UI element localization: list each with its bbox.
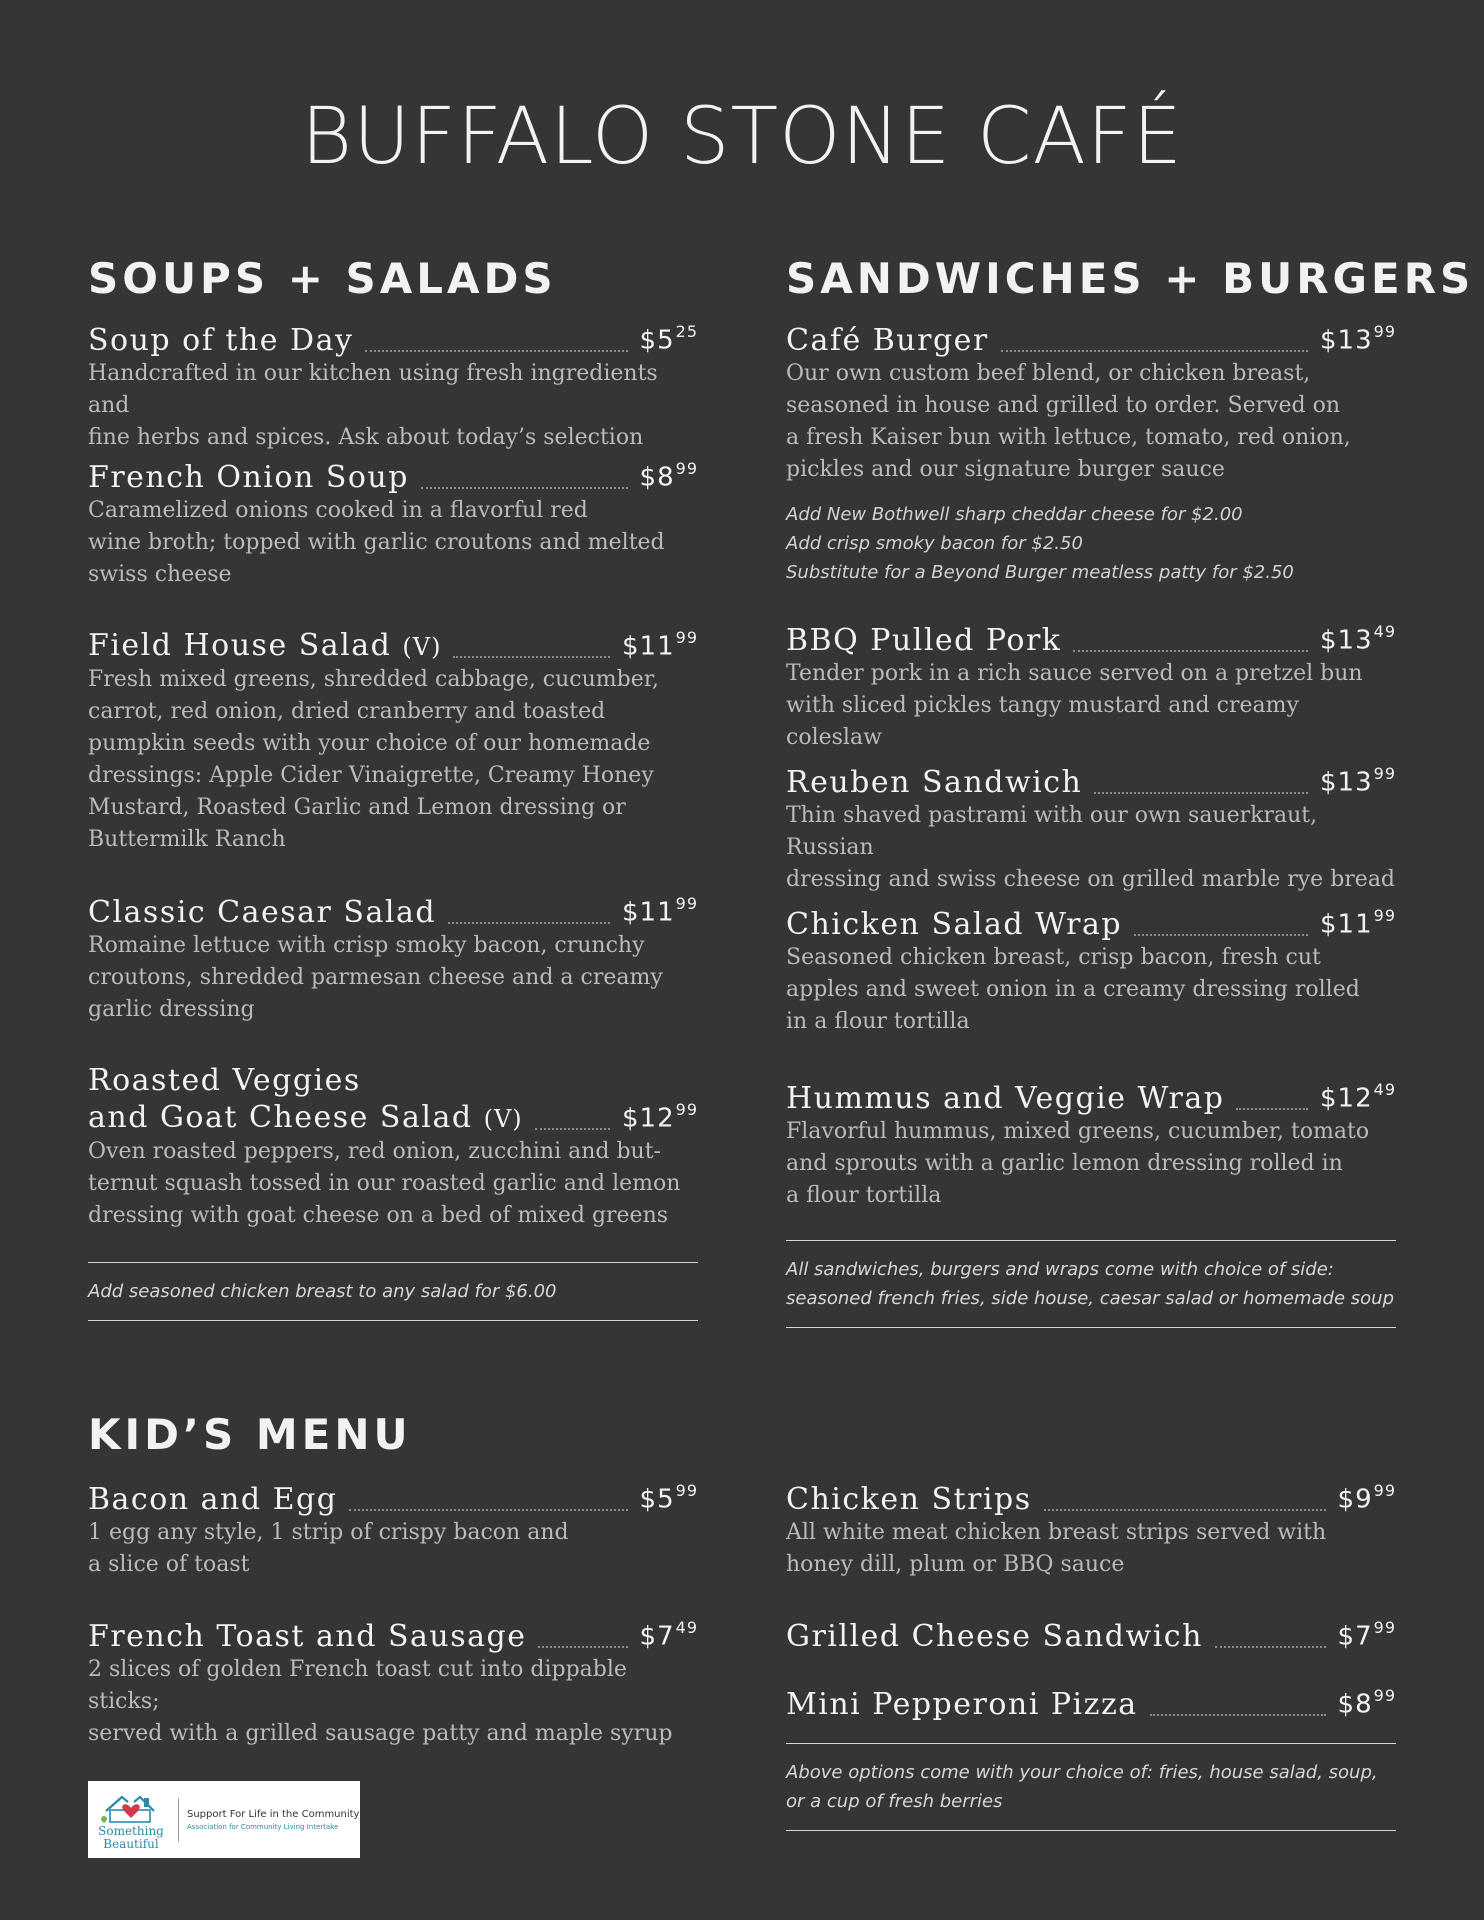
dotted-leader — [1001, 350, 1308, 352]
dotted-leader — [538, 1646, 627, 1648]
logo-divider — [178, 1798, 179, 1842]
menu-item-soup-of-the-day — [88, 322, 698, 454]
item-price: $\$7^{99}$ — [1337, 1618, 1396, 1652]
item-price: $\$8^{99}$ — [1337, 1686, 1396, 1720]
item-price: $\$9^{99}$ — [1337, 1481, 1396, 1515]
item-name: Mini Pepperoni Pizza — [786, 1687, 1138, 1722]
menu-item-bacon-and-egg — [88, 1481, 698, 1581]
item-name: BBQ Pulled Pork — [786, 623, 1062, 658]
item-description: Flavorful hummus, mixed greens, cucumber, tomato and sprouts with a garlic lemon dressing rolled in a flour tortilla — [786, 1119, 1370, 1208]
section-heading-sandwiches-burgers: SANDWICHES + BURGERS — [786, 254, 1475, 303]
addon-line: Add New Bothwell sharp cheddar cheese for $2.00 — [786, 504, 1243, 525]
menu-item-roasted-veggies-goat-cheese-salad — [88, 1062, 698, 1232]
dotted-leader — [453, 656, 610, 658]
item-description: Caramelized onions cooked in a flavorful red wine broth; topped with garlic croutons and melted swiss cheese — [88, 498, 665, 587]
item-price: $\$5^{25}$ — [639, 322, 698, 356]
item-price: $\$8^{99}$ — [639, 459, 698, 493]
section-heading-soups-salads: SOUPS + SALADS — [88, 254, 557, 303]
logo-brand: Something Beautiful — [98, 1824, 164, 1851]
item-price: $\$7^{49}$ — [639, 1618, 698, 1652]
item-price: $\$13^{99}$ — [1320, 764, 1396, 798]
item-name: Grilled Cheese Sandwich — [786, 1619, 1203, 1654]
dotted-leader — [421, 487, 628, 489]
item-description: Tender pork in a rich sauce served on a pretzel bun with sliced pickles tangy mustard and creamy coleslaw — [786, 661, 1363, 750]
item-price: $\$11^{99}$ — [622, 894, 698, 928]
item-description: 1 egg any style, 1 strip of crispy bacon and a slice of toast — [88, 1520, 569, 1577]
addon-line: Substitute for a Beyond Burger meatless patty for $2.50 — [786, 562, 1294, 583]
dotted-leader — [349, 1509, 627, 1511]
dotted-leader — [1094, 792, 1308, 794]
logo-org: Association for Community Living Intertake — [187, 1822, 339, 1831]
menu-item-mini-pepperoni-pizza — [786, 1686, 1396, 1724]
item-name: Soup of the Day — [88, 323, 354, 358]
item-name: Field House Salad (V) — [88, 628, 442, 663]
item-description: Thin shaved pastrami with our own sauerkraut, Russian dressing and swiss cheese on grilled marble rye bread — [786, 803, 1396, 892]
item-description: All white meat chicken breast strips served with honey dill, plum or BBQ sauce — [786, 1520, 1327, 1577]
item-price: $\$13^{99}$ — [1320, 322, 1396, 356]
menu-item-french-onion-soup — [88, 459, 698, 591]
item-price: $\$13^{49}$ — [1320, 622, 1396, 656]
item-name: Chicken Salad Wrap — [786, 907, 1123, 942]
item-description: Our own custom beef blend, or chicken breast, seasoned in house and grilled to order. Served on a fresh Kaiser bun with lettuce, tomato, red onion, pickles and our signature burger sauce — [786, 361, 1351, 482]
logo-tagline: Support For Life in the Community — [187, 1808, 360, 1820]
menu-item-chicken-salad-wrap — [786, 906, 1396, 1038]
item-description: Romaine lettuce with crisp smoky bacon, crunchy croutons, shredded parmesan cheese and a creamy garlic dressing — [88, 933, 663, 1022]
item-name: Café Burger — [786, 323, 989, 358]
section-heading-kids-menu: KID’S MENU — [88, 1410, 412, 1459]
menu-item-hummus-veggie-wrap — [786, 1080, 1396, 1212]
item-description: Seasoned chicken breast, crisp bacon, fresh cut apples and sweet onion in a creamy dressing rolled in a flour tortilla — [786, 945, 1360, 1034]
kids-sides-note: Above options come with your choice of: fries, house salad, soup, or a cup of fresh berries — [786, 1743, 1396, 1831]
item-name: Reuben Sandwich — [786, 765, 1083, 800]
dotted-leader — [535, 1128, 610, 1130]
house-heart-icon — [88, 1781, 174, 1858]
item-name: and Goat Cheese Salad (V) — [88, 1100, 523, 1135]
item-price: $\$11^{99}$ — [1320, 906, 1396, 940]
item-description: Handcrafted in our kitchen using fresh ingredients and fine herbs and spices. Ask about today’s selection — [88, 361, 658, 450]
vegetarian-marker: (V) — [483, 1105, 523, 1133]
item-name: Bacon and Egg — [88, 1482, 338, 1517]
menu-item-chicken-strips — [786, 1481, 1396, 1581]
dotted-leader — [1073, 650, 1308, 652]
sandwich-sides-note: All sandwiches, burgers and wraps come with choice of side: seasoned french fries, side house, caesar salad or homemade soup — [786, 1240, 1396, 1328]
item-description: Oven roasted peppers, red onion, zucchini and but- ternut squash tossed in our roasted garlic and lemon dressing with goat cheese on a bed of mixed greens — [88, 1139, 681, 1228]
dotted-leader — [1236, 1108, 1308, 1110]
item-price: $\$11^{99}$ — [622, 628, 698, 662]
burger-addons — [786, 500, 1396, 587]
sponsor-logo — [88, 1781, 360, 1858]
item-name: Chicken Strips — [786, 1482, 1032, 1517]
dotted-leader — [365, 350, 627, 352]
dotted-leader — [1134, 934, 1308, 936]
menu-item-french-toast-sausage — [88, 1618, 698, 1750]
addon-line: Add crisp smoky bacon for $2.50 — [786, 533, 1083, 554]
item-price: $\$5^{99}$ — [639, 1481, 698, 1515]
dotted-leader — [1044, 1509, 1326, 1511]
item-name: Hummus and Veggie Wrap — [786, 1081, 1225, 1116]
menu-item-classic-caesar-salad — [88, 894, 698, 1026]
item-name: French Onion Soup — [88, 460, 409, 495]
dotted-leader — [1215, 1646, 1326, 1648]
dotted-leader — [1150, 1714, 1326, 1716]
dotted-leader — [448, 922, 610, 924]
item-name-line1: Roasted Veggies — [88, 1063, 361, 1098]
item-price: $\$12^{99}$ — [622, 1100, 698, 1134]
menu-item-field-house-salad — [88, 628, 698, 856]
item-description: 2 slices of golden French toast cut into dippable sticks; served with a grilled sausage patty and maple syrup — [88, 1657, 673, 1746]
item-name: French Toast and Sausage — [88, 1619, 527, 1654]
item-description: Fresh mixed greens, shredded cabbage, cucumber, carrot, red onion, dried cranberry and toasted pumpkin seeds with your choice of our homemade dressings: Apple Cider Vinaigrette, Creamy Honey Mustard, Roasted Garlic and Lemon dressing or Buttermilk Ranch — [88, 667, 659, 852]
menu-item-cafe-burger — [786, 322, 1396, 587]
item-name: Classic Caesar Salad — [88, 895, 437, 930]
menu-item-bbq-pulled-pork — [786, 622, 1396, 754]
salad-note: Add seasoned chicken breast to any salad for $6.00 — [88, 1262, 698, 1321]
vegetarian-marker: (V) — [402, 633, 442, 661]
menu-item-reuben-sandwich — [786, 764, 1396, 896]
item-price: $\$12^{49}$ — [1320, 1080, 1396, 1114]
menu-item-grilled-cheese-sandwich — [786, 1618, 1396, 1656]
cafe-title: BUFFALO STONE CAFÉ — [301, 92, 1183, 182]
